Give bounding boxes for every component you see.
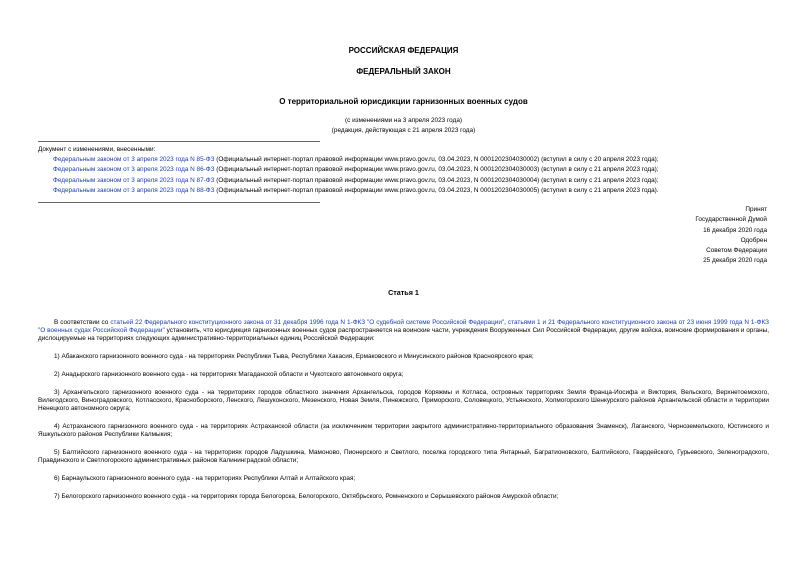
military-courts-law-link[interactable]: статьями 1 и 21 Федерального конституционного закона от 23 июня 1999 года N 1-ФКЗ "О военных судах Российской Федерации": [38, 319, 769, 334]
change-item: Федеральным законом от 3 апреля 2023 года N 87-ФЗ (Официальный интернет-портал правовой информации www.pravo.gov.ru, 03.04.2023, N 0001202304030004) (вступил в силу с 21 апреля 2023 года);: [53, 176, 659, 184]
change-item: Федеральным законом от 3 апреля 2023 года N 85-ФЗ (Официальный интернет-портал правовой информации www.pravo.gov.ru, 03.04.2023, N 0001202304030002) (вступил в силу с 20 апреля 2023 года);: [53, 156, 659, 164]
bottom-divider: [38, 202, 320, 203]
accept-line: 16 декабря 2020 года: [703, 226, 767, 234]
edition-note: (редакция, действующая с 21 апреля 2023 года): [331, 127, 476, 134]
law-type-heading: ФЕДЕРАЛЬНЫЙ ЗАКОН: [356, 67, 451, 76]
change-link[interactable]: Федеральным законом от 3 апреля 2023 года N 86-ФЗ: [53, 166, 215, 174]
change-link[interactable]: Федеральным законом от 3 апреля 2023 года N 88-ФЗ: [53, 186, 215, 194]
change-item: Федеральным законом от 3 апреля 2023 года N 88-ФЗ (Официальный интернет-портал правовой информации www.pravo.gov.ru, 03.04.2023, N 0001202304030005) (вступил в силу с 21 апреля 2023 года).: [53, 186, 659, 194]
amendment-note: (с изменениями на 3 апреля 2023 года): [345, 117, 462, 124]
change-link[interactable]: Федеральным законом от 3 апреля 2023 года N 87-ФЗ: [53, 176, 215, 184]
change-link[interactable]: Федеральным законом от 3 апреля 2023 года N 85-ФЗ: [53, 156, 215, 164]
accept-line: Государственной Думой: [695, 216, 767, 224]
change-item: Федеральным законом от 3 апреля 2023 года N 86-ФЗ (Официальный интернет-портал правовой информации www.pravo.gov.ru, 03.04.2023, N 0001202304030003) (вступил в силу с 21 апреля 2023 года);: [53, 166, 659, 174]
article-item: 4) Астраханского гарнизонного военного суда - на территориях Астраханской области (за исключением территории закрытого административно-территориального образования Знаменск), Лаганского, Черноземельского, Юстинского и Яшкульского районов Республики Калмыкия;: [38, 423, 769, 438]
article-item: 7) Белогорского гарнизонного военного суда - на территориях города Белогорска, Белогорского, Октябрьского, Ромненского и Серышевского районов Амурской области;: [54, 493, 559, 500]
article-item: 3) Архангельского гарнизонного военного суда - на территориях городов областного значения Архангельска, городов Коряжмы и Котласа, островных территориях Земля Франца-Иосифа и Виктория, Вельского, Верхнетоемского, Вилегодского, Виноградовского, Котласского, Красноборского, Ленского, Лешуконского, Мезенского, Новая Земля, Пинежского, Приморского, Соловецкого, Устьянского, Холмогорского Шенкурского районов Архангельской области и территории Ненецкого автономного округа;: [38, 389, 769, 412]
changes-block: [38, 146, 773, 197]
article-item: 1) Абаканского гарнизонного военного суда - на территориях Республики Тыва, Республики Хакасия, Ермаковского и Минусинского районов Красноярского края;: [54, 353, 534, 360]
country-heading: РОССИЙСКАЯ ФЕДЕРАЦИЯ: [348, 46, 459, 55]
constitutional-law-link[interactable]: статьей 22 Федерального конституционного закона от 31 декабря 1996 года N 1-ФКЗ "О судебной системе Российской Федерации": [110, 319, 505, 326]
law-title: О территориальной юрисдикции гарнизонных военных судов: [279, 97, 528, 106]
article-heading: Статья 1: [388, 288, 419, 297]
accept-line: Советом Федерации: [706, 247, 767, 255]
article-intro: В соответствии со статьей 22 Федерального конституционного закона от 31 декабря 1996 года N 1-ФКЗ "О судебной системе Российской Федерации", статьями 1 и 21 Федерального конституционного закона от 23 июня 1999 года N 1-ФКЗ "О военных судах Российской Федерации" установить, что юрисдикция гарнизонных военных судов распространяется на воинские части, учреждения Вооруженных Сил Российской Федерации, другие войска, воинские формирования и органы, дислоцируемые на территориях следующих административно-территориальных единиц Российской Федерации:: [38, 319, 769, 342]
accept-line: 25 декабря 2020 года: [703, 257, 767, 265]
article-item: 5) Балтийского гарнизонного военного суда - на территориях городов Ладушкина, Мамоново, Пионерского и Светлого, поселка городского типа Янтарный, Багратионовского, Балтийского, Гвардейского, Гурьевского, Зеленоградского, Правдинского и Светлогорского административных районов Калининградской области;: [38, 449, 769, 464]
accept-line: Принят: [745, 206, 767, 213]
article-body: [38, 319, 769, 501]
article-item: 6) Барнаульского гарнизонного военного суда - на территориях Республики Алтай и Алтайского края;: [54, 475, 356, 482]
accept-line: Одобрен: [740, 236, 767, 244]
changes-intro: Документ с изменениями, внесенными:: [38, 146, 156, 153]
article-item: 2) Анадырского гарнизонного военного суда - на территориях Магаданской области и Чукотского автономного округа;: [54, 371, 404, 378]
top-divider: [38, 141, 320, 142]
acceptance-block: [695, 206, 767, 268]
